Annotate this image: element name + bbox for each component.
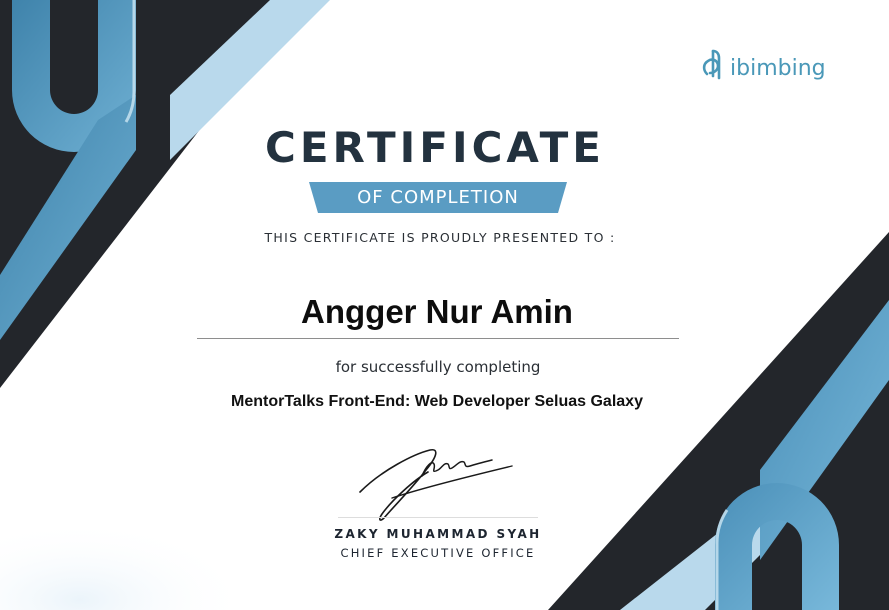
recipient-name: Angger Nur Amin <box>301 293 573 330</box>
certificate-title: CERTIFICATE <box>265 123 605 172</box>
completion-subtitle: OF COMPLETION <box>357 187 519 208</box>
presented-to-text: THIS CERTIFICATE IS PROUDLY PRESENTED TO : <box>264 230 616 245</box>
signature-line <box>338 517 538 518</box>
completion-text: for successfully completing <box>335 358 541 376</box>
ibimbing-logo-icon <box>702 48 728 84</box>
signatory-title: CHIEF EXECUTIVE OFFICE <box>340 546 536 560</box>
brand-name: ibimbing <box>730 56 826 81</box>
brand-logo <box>702 46 826 86</box>
name-underline <box>197 338 679 339</box>
course-name: MentorTalks Front-End: Web Developer Seluas Galaxy <box>231 393 643 410</box>
signature-image <box>352 440 522 526</box>
signatory-name: ZAKY MUHAMMAD SYAH <box>334 527 542 541</box>
